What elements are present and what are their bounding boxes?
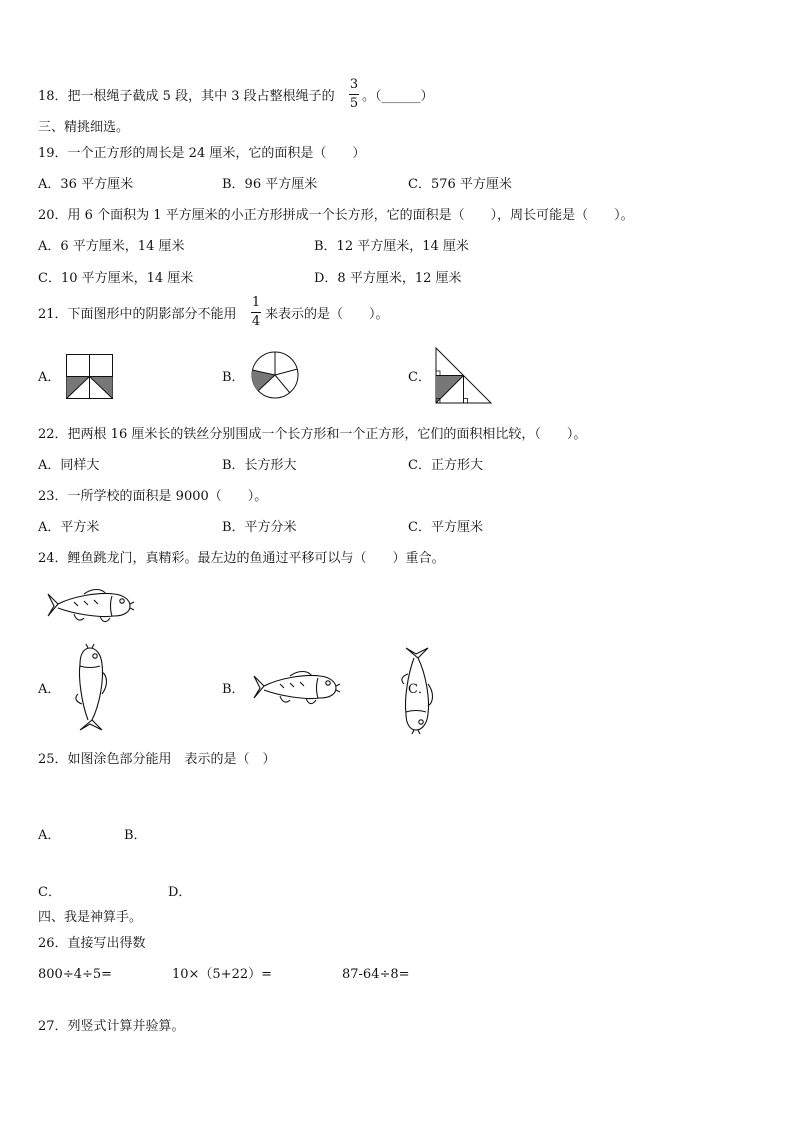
q24-stem: 24．鲤鱼跳龙门，真精彩。最左边的鱼通过平移可以与（ ）重合。 (38, 551, 445, 566)
q26-stem: 26．直接写出得数 (38, 936, 146, 951)
q25-option-c-label[interactable]: C． (38, 885, 61, 900)
q25-option-a-label[interactable]: A． (38, 828, 61, 843)
q22-option-a[interactable]: A．同样大 (38, 458, 100, 473)
q24-option-c-label[interactable]: C． (408, 682, 431, 697)
q22-option-b[interactable]: B．长方形大 (222, 458, 297, 473)
fish-option-a-image (62, 646, 112, 732)
fish-reference-image (44, 586, 134, 630)
q18-frac-bar (349, 94, 359, 95)
q21-option-a-label[interactable]: A． (38, 370, 61, 385)
fish-option-b-image (250, 668, 340, 712)
q24-option-a-label[interactable]: A． (38, 682, 61, 697)
q20-option-a[interactable]: A．6 平方厘米，14 厘米 (38, 239, 185, 254)
q24-option-b-label[interactable]: B． (222, 682, 245, 697)
q25-stem: 25．如图涂色部分能用 表示的是（ ） (38, 752, 276, 767)
section-title-4: 四、我是神算手。 (38, 910, 143, 925)
q20-option-c[interactable]: C．10 平方厘米，14 厘米 (38, 271, 194, 286)
q18-blank: 。（______） (362, 89, 434, 104)
q19-option-c[interactable]: C．576 平方厘米 (408, 177, 512, 192)
q26-expr-3: 87-64÷8= (342, 967, 410, 982)
q27-stem: 27．列竖式计算并验算。 (38, 1019, 185, 1034)
q18-frac-den: 5 (349, 96, 359, 111)
q23-option-c[interactable]: C．平方厘米 (408, 520, 483, 535)
q18-text: 18．把一根绳子截成 5 段，其中 3 段占整根绳子的 (38, 89, 335, 104)
fish-option-c-image (434, 644, 484, 730)
q22-option-c[interactable]: C．正方形大 (408, 458, 483, 473)
q21-frac-den: 4 (251, 314, 261, 329)
q20-stem: 20．用 6 个面积为 1 平方厘米的小正方形拼成一个长方形，它的面积是（ ），周长可能是（ ）。 (38, 208, 634, 223)
q25-option-b-label[interactable]: B． (124, 828, 147, 843)
q25-option-d-label[interactable]: D． (168, 885, 192, 900)
q20-option-b[interactable]: B．12 平方厘米，14 厘米 (314, 239, 469, 254)
q21-option-c-label[interactable]: C． (408, 370, 431, 385)
q21-figure-a-square (66, 354, 114, 400)
q19-option-b[interactable]: B．96 平方厘米 (222, 177, 318, 192)
q26-expr-1: 800÷4÷5= (38, 967, 113, 982)
q23-option-a[interactable]: A．平方米 (38, 520, 100, 535)
q20-option-d[interactable]: D．8 平方厘米，12 厘米 (314, 271, 462, 286)
q23-option-b[interactable]: B．平方分米 (222, 520, 297, 535)
q19-option-a[interactable]: A．36 平方厘米 (38, 177, 134, 192)
q26-expr-2: 10×（5+22）= (172, 967, 273, 982)
q23-stem: 23．一所学校的面积是 9000（ ）。 (38, 489, 268, 504)
q21-stem-end: 来表示的是（ ）。 (265, 307, 389, 322)
q21-stem: 21．下面图形中的阴影部分不能用 (38, 307, 237, 322)
q22-stem: 22．把两根 16 厘米长的铁丝分别围成一个长方形和一个正方形，它们的面积相比较，（ ）。 (38, 427, 587, 442)
q21-option-b-label[interactable]: B． (222, 370, 245, 385)
q21-frac-bar (251, 312, 261, 313)
q21-frac-num: 1 (251, 295, 261, 310)
q21-figure-b-circle (250, 350, 300, 400)
section-title-3: 三、精挑细选。 (38, 120, 130, 135)
q21-figure-c-triangle (435, 347, 495, 405)
q18-frac-num: 3 (349, 77, 359, 92)
q19-stem: 19．一个正方形的周长是 24 厘米，它的面积是（ ） (38, 146, 366, 161)
